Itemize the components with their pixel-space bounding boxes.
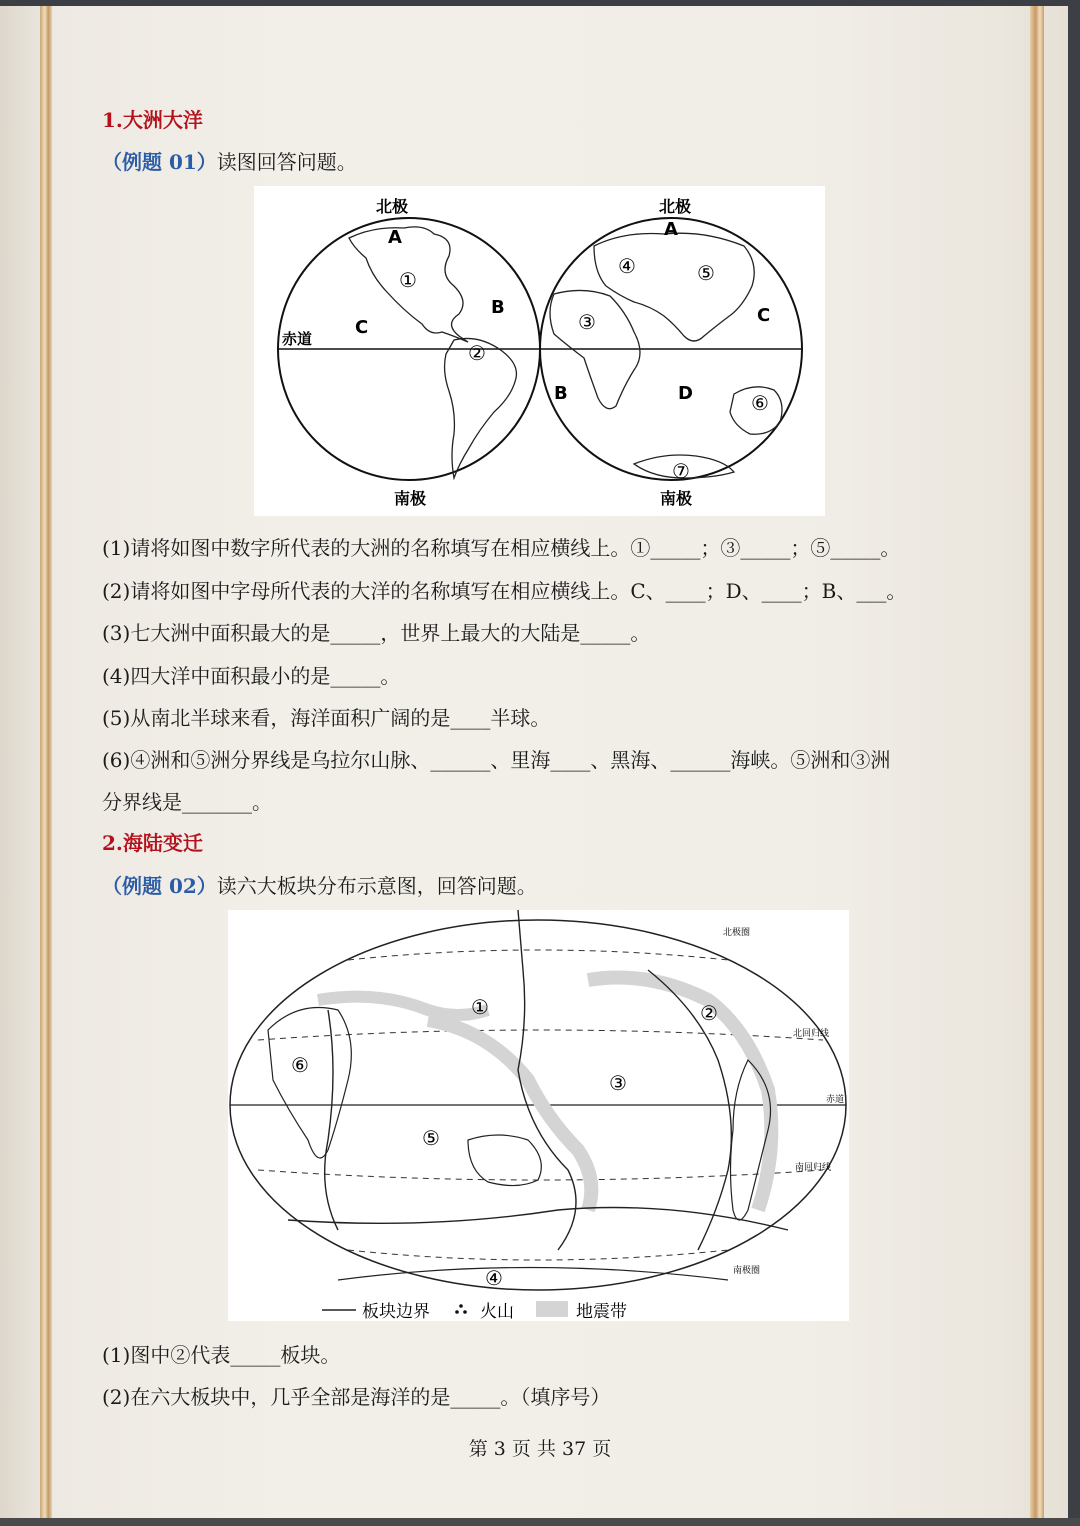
plate-number: ⑤ xyxy=(422,1126,440,1150)
map-letter: A xyxy=(388,227,402,248)
page-footer: 第 3 页 共 37 页 xyxy=(468,1438,612,1460)
question-1-2: (2)请将如图中字母所代表的大洋的名称填写在相应横线上。C、____；D、____；B、___。 xyxy=(102,579,907,603)
question-1-6: (6)④洲和⑤洲分界线是乌拉尔山脉、______、里海____、黑海、______海峡。⑤洲和③洲 xyxy=(102,748,891,772)
map-letter: C xyxy=(355,317,369,338)
gold-border-right xyxy=(1030,6,1044,1518)
map-letter: B xyxy=(554,383,568,404)
volcano-legend-icon xyxy=(455,1304,467,1314)
plate-number: ④ xyxy=(485,1266,503,1290)
legend-seismic-belt: 地震带 xyxy=(576,1302,627,1321)
right-frame xyxy=(1068,0,1080,1526)
question-2-2: (2)在六大板块中，几乎全部是海洋的是_____。（填序号） xyxy=(102,1385,611,1409)
example-01 xyxy=(102,146,357,175)
north-pole-label-right: 北极 xyxy=(658,197,692,216)
bottom-frame xyxy=(0,1518,1080,1526)
legend-plate-boundary: 板块边界 xyxy=(362,1302,430,1321)
equator-label: 赤道 xyxy=(282,330,313,348)
tropic-capricorn-label: 南回归线 xyxy=(795,1163,832,1173)
north-pole-label-left: 北极 xyxy=(375,197,409,216)
example-tag: （例题 01） xyxy=(102,150,217,174)
gold-border-left xyxy=(40,6,52,1518)
plate-number: ① xyxy=(471,995,489,1019)
legend-volcano: 火山 xyxy=(480,1302,514,1321)
question-1-5: (5)从南北半球来看，海洋面积广阔的是____半球。 xyxy=(102,706,551,730)
map-number: ② xyxy=(468,341,486,365)
south-pole-label-right: 南极 xyxy=(659,489,693,508)
map-number: ④ xyxy=(618,254,636,278)
example-text: 读图回答问题。 xyxy=(216,150,357,174)
plate-number: ③ xyxy=(609,1071,627,1095)
seismic-belt-legend-icon xyxy=(536,1301,568,1317)
hemispheres-map xyxy=(254,186,825,516)
section-title-plates: 2.海陆变迁 xyxy=(102,831,203,855)
question-1-6-cont: 分界线是_______。 xyxy=(102,790,272,814)
map-letter: D xyxy=(678,383,693,404)
south-pole-label-left: 南极 xyxy=(393,489,427,508)
tropic-cancer-label: 北回归线 xyxy=(793,1029,830,1039)
map-number: ⑦ xyxy=(672,459,690,483)
map-letter: C xyxy=(757,305,771,326)
map-number: ⑥ xyxy=(751,391,769,415)
map-letter: A xyxy=(664,219,678,240)
question-1-3: (3)七大洲中面积最大的是_____，世界上最大的大陆是_____。 xyxy=(102,621,651,645)
map-number: ③ xyxy=(578,310,596,334)
example-02 xyxy=(102,870,537,899)
plate-number: ② xyxy=(700,1001,718,1025)
map-number: ⑤ xyxy=(697,261,715,285)
question-2-1: (1)图中②代表_____板块。 xyxy=(102,1343,341,1367)
plate-number: ⑥ xyxy=(291,1053,309,1077)
map-letter: B xyxy=(491,297,505,318)
equator-label: 赤道 xyxy=(826,1095,845,1105)
arctic-circle-label: 北极圈 xyxy=(723,928,751,938)
question-1-4: (4)四大洋中面积最小的是_____。 xyxy=(102,664,401,688)
example-text: 读六大板块分布示意图，回答问题。 xyxy=(216,874,537,898)
example-tag: （例题 02） xyxy=(102,874,217,898)
antarctic-circle-label: 南极圈 xyxy=(733,1266,761,1276)
question-1-1: (1)请将如图中数字所代表的大洲的名称填写在相应横线上。①_____；③_____；⑤_____。 xyxy=(102,536,901,560)
map-number: ① xyxy=(399,268,417,292)
section-title-continents: 1.大洲大洋 xyxy=(102,108,203,132)
plates-map xyxy=(228,910,849,1321)
